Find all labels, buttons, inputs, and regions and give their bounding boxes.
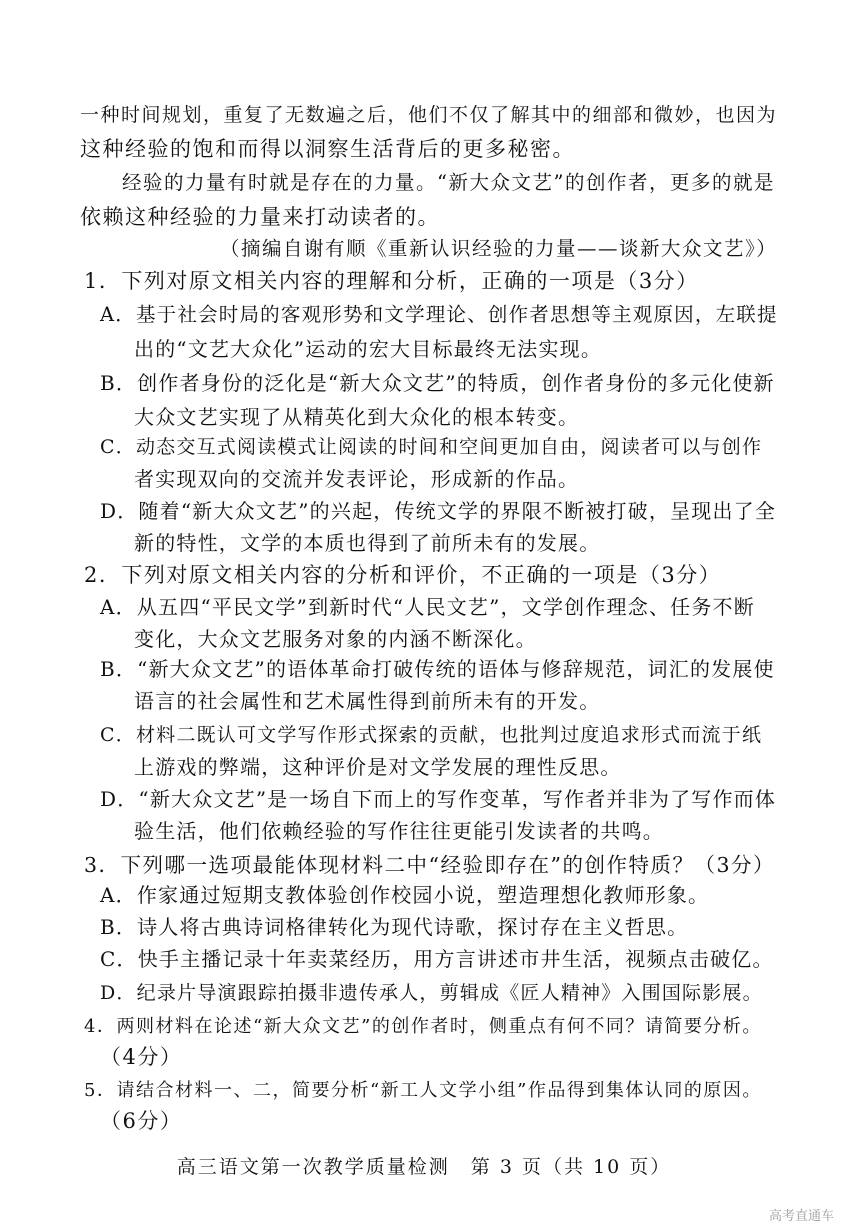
question-1-option-a: A．基于社会时局的客观形势和文学理论、创作者思想等主观原因，左联提: [100, 303, 778, 326]
question-2-option-d: D．“新大众文艺”是一场自下而上的写作变革，写作者并非为了写作而体: [100, 787, 777, 811]
question-1-stem: 1．下列对原文相关内容的理解和分析，正确的一项是（3分）: [84, 269, 699, 293]
question-1-option-c: C．动态交互式阅读模式让阅读的时间和空间更加自由，阅读者可以与创作: [100, 436, 763, 458]
question-2-option-c: C．材料二既认可文学写作形式探索的贡献，也批判过度追求形式而流于纸: [100, 724, 763, 746]
question-3-option-a: A．作家通过短期支教体验创作校园小说，塑造理想化教师形象。: [100, 883, 710, 907]
question-3-stem: 3．下列哪一选项最能体现材料二中“经验即存在”的创作特质？（3分）: [84, 853, 776, 877]
question-2-option-b: B．“新大众文艺”的语体革命打破传统的语体与修辞规范，词汇的发展使: [100, 657, 775, 681]
question-2-option-a-cont: 变化，大众文艺服务对象的内涵不断深化。: [134, 627, 537, 651]
watermark: 高考直通车: [768, 1209, 834, 1224]
passage-line: 依赖这种经验的力量来打动读者的。: [80, 205, 440, 229]
question-1-option-a-cont: 出的“文艺大众化”运动的宏大目标最终无法实现。: [134, 337, 603, 361]
question-2-option-c-cont: 上游戏的弊端，这种评价是对文学发展的理性反思。: [134, 755, 622, 779]
question-4-score: （4分）: [100, 1045, 183, 1069]
passage-source: （摘编自谢有顺《重新认识经验的力量——谈新大众文艺》）: [220, 237, 778, 260]
question-2-stem: 2．下列对原文相关内容的分析和评价，不正确的一项是（3分）: [84, 563, 722, 587]
question-3-option-d: D．纪录片导演跟踪拍摄非遗传承人，剪辑成《匠人精神》入围国际影展。: [100, 982, 763, 1004]
passage-line: 这种经验的饱和而得以洞察生活背后的更多秘密。: [80, 137, 575, 161]
question-2-option-b-cont: 语言的社会属性和艺术属性得到前所未有的开发。: [134, 689, 601, 713]
question-1-option-c-cont: 者实现双向的交流并发表评论，形成新的作品。: [134, 467, 580, 491]
question-2-option-d-cont: 验生活，他们依赖经验的写作往往更能引发读者的共鸣。: [134, 819, 664, 843]
question-1-option-d-cont: 新的特性，文学的本质也得到了前所未有的发展。: [134, 531, 601, 555]
question-3-option-b: B．诗人将古典诗词格律转化为现代诗歌，探讨存在主义哲思。: [100, 915, 689, 939]
question-1-option-b-cont: 大众文艺实现了从精英化到大众化的根本转变。: [134, 405, 580, 429]
passage-line: 经验的力量有时就是存在的力量。“新大众文艺”的创作者，更多的就是: [122, 171, 775, 194]
question-5-stem: 5．请结合材料一、二，简要分析“新工人文学小组”作品得到集体认同的原因。: [84, 1080, 762, 1101]
question-4-stem: 4．两则材料在论述“新大众文艺”的创作者时，侧重点有何不同？请简要分析。: [84, 1016, 762, 1037]
question-5-score: （6分）: [100, 1109, 183, 1133]
question-2-option-a: A．从五四“平民文学”到新时代“人民文艺”，文学创作理念、任务不断: [100, 595, 755, 619]
question-1-option-d: D．随着“新大众文艺”的兴起，传统文学的界限不断被打破，呈现出了全: [100, 499, 777, 523]
page-footer: 高三语文第一次教学质量检测 第 3 页（共 10 页）: [176, 1156, 672, 1178]
question-1-option-b: B．创作者身份的泛化是“新大众文艺”的特质，创作者身份的多元化使新: [100, 371, 775, 395]
question-3-option-c: C．快手主播记录十年卖菜经历，用方言讲述市井生活，视频点击破亿。: [100, 947, 774, 971]
passage-line: 一种时间规划，重复了无数遍之后，他们不仅了解其中的细部和微妙，也因为: [80, 104, 778, 126]
